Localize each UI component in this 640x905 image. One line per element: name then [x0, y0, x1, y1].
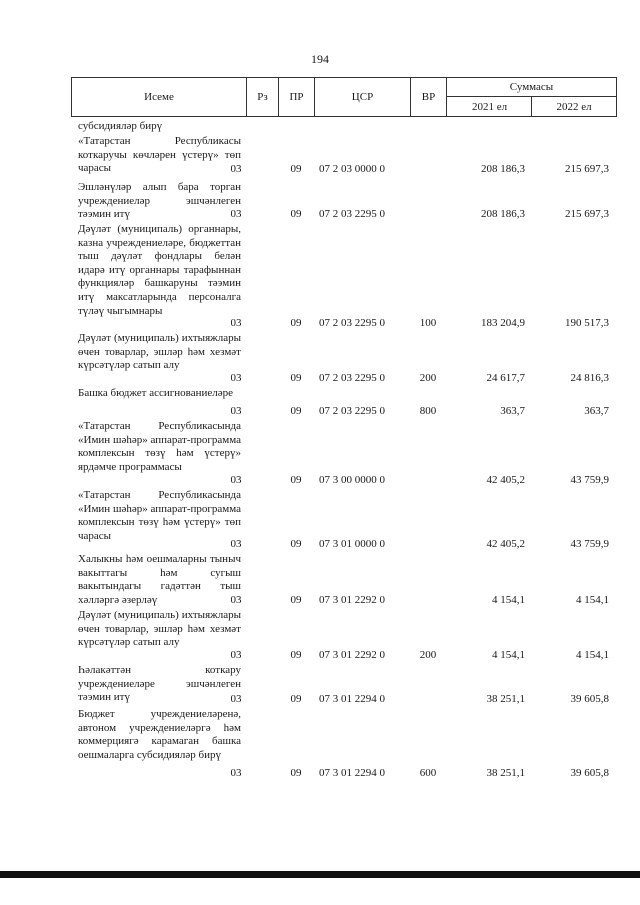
row-pr: 09 — [290, 317, 302, 330]
row-rz: 03 — [230, 317, 242, 330]
table-row — [71, 420, 617, 488]
row-sum-2022: 43 759,9 — [570, 538, 609, 551]
row-vr: 200 — [419, 649, 437, 662]
page-number: 194 — [311, 52, 329, 66]
table-header — [71, 77, 617, 117]
row-sum-2022: 190 517,3 — [565, 317, 609, 330]
row-name: Бюджет учреждениеләренә, автоном учреждениеләргә һәм коммерциягә карамаган башка оешмаларга субсидияләр бирү — [78, 708, 241, 761]
row-name: «Татарстан Республикасы коткаручы көчләрен үстерү» төп чарасы — [78, 135, 241, 175]
row-pr: 09 — [290, 474, 302, 487]
row-name: Эшләнүләр алып бара торган учреждениеләр эшчәнлеген тәэмин итү — [78, 181, 241, 221]
row-pr: 09 — [290, 372, 302, 385]
table-row — [71, 553, 617, 608]
row-name: «Татарстан Республикасында «Имин шәһәр» аппарат-программа комплексын төзү һәм үстерү» ярдәмче программасы — [78, 420, 241, 473]
row-csr: 07 2 03 0000 0 — [319, 163, 385, 176]
row-csr: 07 3 01 2294 0 — [319, 693, 385, 706]
row-name: Һәлакәттән коткару учреждениеләре эшчәнлеген тәэмин итү — [78, 664, 241, 704]
table-row — [71, 664, 617, 707]
row-sum-2021: 363,7 — [500, 405, 525, 418]
row-sum-2022: 24 816,3 — [570, 372, 609, 385]
row-csr: 07 3 01 0000 0 — [319, 538, 385, 551]
table-row — [71, 708, 617, 781]
row-pr: 09 — [290, 767, 302, 780]
row-sum-2022: 215 697,3 — [565, 163, 609, 176]
row-csr: 07 3 01 2292 0 — [319, 649, 385, 662]
row-csr: 07 2 03 2295 0 — [319, 317, 385, 330]
row-rz: 03 — [230, 693, 242, 706]
row-rz: 03 — [230, 474, 242, 487]
table-row — [71, 135, 617, 177]
header-sums: Суммасы — [446, 77, 617, 97]
row-sum-2021: 4 154,1 — [492, 649, 525, 662]
row-sum-2021: 42 405,2 — [486, 474, 525, 487]
row-rz: 03 — [230, 538, 242, 551]
table-row — [71, 120, 617, 134]
row-name: субсидияләр бирү — [78, 120, 163, 132]
row-sum-2021: 208 186,3 — [481, 208, 525, 221]
row-pr: 09 — [290, 538, 302, 551]
header-year-2022: 2022 ел — [531, 96, 617, 117]
row-csr: 07 3 01 2292 0 — [319, 594, 385, 607]
row-pr: 09 — [290, 594, 302, 607]
row-csr: 07 3 00 0000 0 — [319, 474, 385, 487]
row-vr: 800 — [419, 405, 437, 418]
row-sum-2022: 4 154,1 — [576, 594, 609, 607]
row-sum-2021: 38 251,1 — [486, 767, 525, 780]
row-rz: 03 — [230, 767, 242, 780]
row-sum-2021: 38 251,1 — [486, 693, 525, 706]
row-name: Башка бюджет ассигнованиеләре — [78, 387, 233, 399]
row-name: Халыкны һәм оешмаларны тыныч вакыттагы һәм сугыш вакытындагы гадәттән тыш хәлләргә әзерләү — [78, 553, 241, 606]
row-name: Дәүләт (муниципаль) ихтыяжлары өчен товарлар, эшләр һәм хезмәт күрсәтүләр сатып алу — [78, 609, 241, 649]
table-row — [71, 332, 617, 386]
row-vr: 600 — [419, 767, 437, 780]
row-sum-2021: 208 186,3 — [481, 163, 525, 176]
row-pr: 09 — [290, 405, 302, 418]
row-sum-2021: 42 405,2 — [486, 538, 525, 551]
header-csr: ЦСР — [314, 77, 410, 117]
page-bottom-edge — [0, 871, 640, 878]
table-row — [71, 489, 617, 552]
row-pr: 09 — [290, 693, 302, 706]
row-csr: 07 2 03 2295 0 — [319, 405, 385, 418]
row-csr: 07 3 01 2294 0 — [319, 767, 385, 780]
table-row — [71, 223, 617, 331]
row-sum-2022: 39 605,8 — [570, 767, 609, 780]
row-csr: 07 2 03 2295 0 — [319, 208, 385, 221]
row-csr: 07 2 03 2295 0 — [319, 372, 385, 385]
header-vr: ВР — [410, 77, 446, 117]
row-pr: 09 — [290, 208, 302, 221]
row-rz: 03 — [230, 208, 242, 221]
row-rz: 03 — [230, 372, 242, 385]
header-pr: ПР — [278, 77, 314, 117]
table-row — [71, 609, 617, 663]
row-sum-2022: 363,7 — [584, 405, 609, 418]
row-sum-2022: 39 605,8 — [570, 693, 609, 706]
header-rz: Рз — [246, 77, 278, 117]
header-year-2021: 2021 ел — [446, 96, 532, 117]
row-sum-2021: 183 204,9 — [481, 317, 525, 330]
row-name: Дәүләт (муниципаль) органнары, казна учреждениеләре, бюджеттан тыш дәүләт фондлары белән идарә итү органнары тарафыннан функцияләр башкаруны тәэмин итү максатларында персоналга түләү чыгымнары — [78, 223, 241, 317]
row-sum-2022: 43 759,9 — [570, 474, 609, 487]
row-name: «Татарстан Республикасында «Имин шәһәр» аппарат-программа комплексын төзү һәм үстерү» төп чарасы — [78, 489, 241, 542]
row-sum-2022: 215 697,3 — [565, 208, 609, 221]
row-sum-2021: 24 617,7 — [486, 372, 525, 385]
row-sum-2022: 4 154,1 — [576, 649, 609, 662]
row-name: Дәүләт (муниципаль) ихтыяжлары өчен товарлар, эшләр һәм хезмәт күрсәтүләр сатып алу — [78, 332, 241, 372]
row-rz: 03 — [230, 594, 242, 607]
header-name: Исеме — [71, 77, 246, 117]
row-sum-2021: 4 154,1 — [492, 594, 525, 607]
row-pr: 09 — [290, 163, 302, 176]
row-rz: 03 — [230, 163, 242, 176]
row-vr: 100 — [419, 317, 437, 330]
row-pr: 09 — [290, 649, 302, 662]
row-rz: 03 — [230, 405, 242, 418]
table-row — [71, 387, 617, 419]
row-rz: 03 — [230, 649, 242, 662]
table-row — [71, 181, 617, 222]
row-vr: 200 — [419, 372, 437, 385]
